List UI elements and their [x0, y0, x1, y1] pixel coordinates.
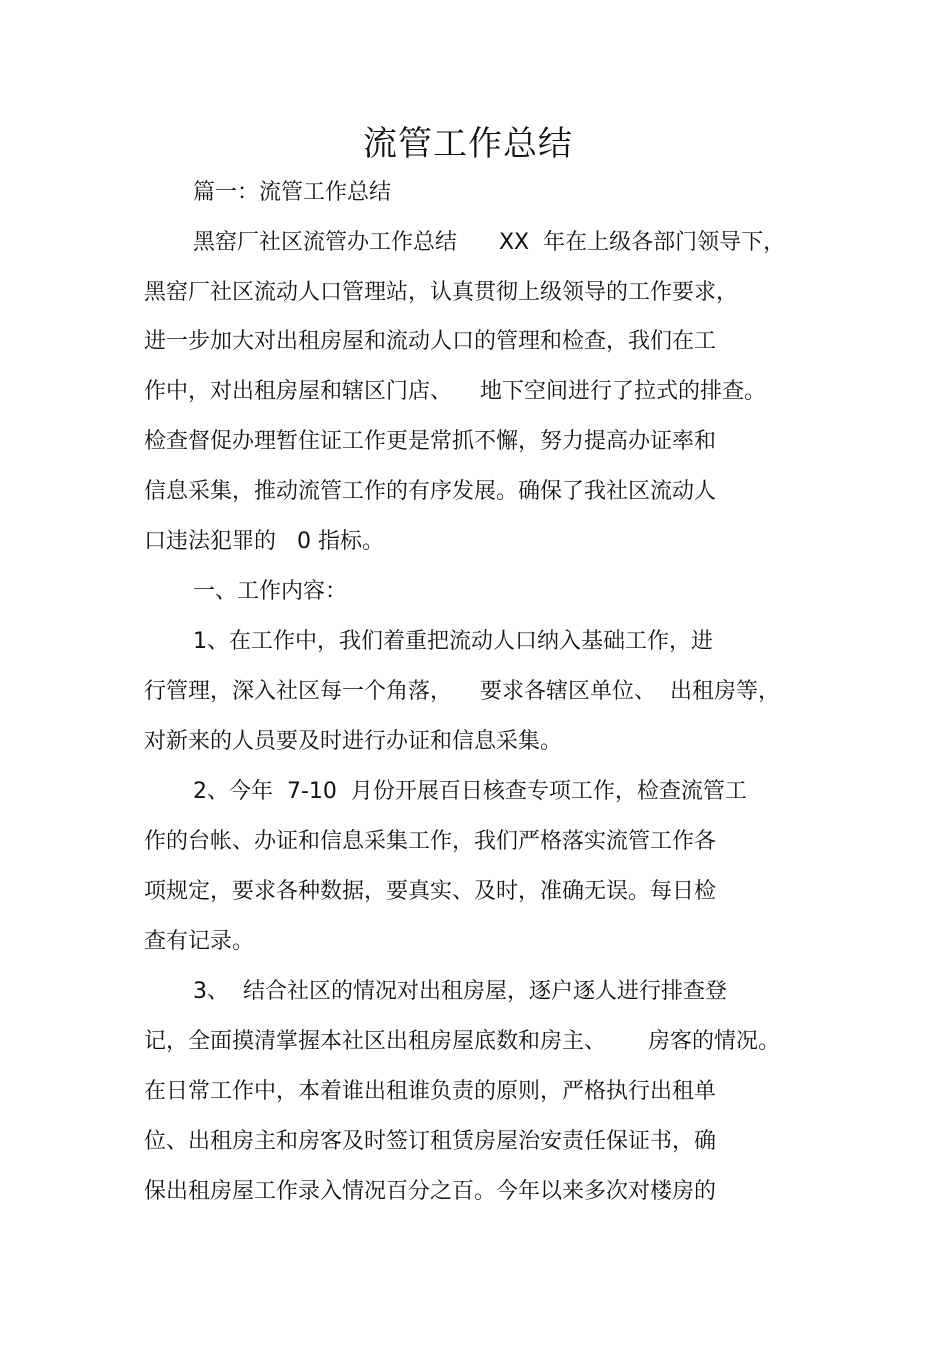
paragraph-line: 查有记录。	[144, 929, 255, 954]
paragraph-line: 行管理，深入社区每一个角落， 要求各辖区单位、 出租房等，	[144, 679, 780, 704]
paragraph-line: 对新来的人员要及时进行办证和信息采集。	[144, 729, 563, 754]
paragraph-line: 作的台帐、办证和信息采集工作，我们严格落实流管工作各	[144, 829, 717, 854]
paragraph-line: 在日常工作中，本着谁出租谁负责的原则，严格执行出租单	[144, 1079, 717, 1104]
paragraph-line: 口违法犯罪的 0 指标。	[144, 529, 384, 554]
section-heading: 篇一：流管工作总结	[193, 180, 392, 205]
paragraph-line: 记，全面摸清掌握本社区出租房屋底数和房主、 房客的情况。	[144, 1029, 780, 1054]
paragraph-line: 黑窑厂社区流管办工作总结 XX 年在上级各部门领导下，	[193, 230, 786, 255]
paragraph-line: 项规定，要求各种数据，要真实、及时，准确无误。每日检	[144, 879, 717, 904]
paragraph-line: 位、出租房主和房客及时签订租赁房屋治安责任保证书，确	[144, 1129, 717, 1154]
paragraph-line: 信息采集，推动流管工作的有序发展。确保了我社区流动人	[144, 479, 717, 504]
paragraph-line: 进一步加大对出租房屋和流动人口的管理和检查，我们在工	[144, 329, 717, 354]
paragraph-line: 1、在工作中，我们着重把流动人口纳入基础工作，进	[193, 629, 713, 654]
paragraph-line: 黑窑厂社区流动人口管理站，认真贯彻上级领导的工作要求，	[144, 280, 739, 305]
paragraph-line: 保出租房屋工作录入情况百分之百。今年以来多次对楼房的	[144, 1179, 717, 1204]
paragraph-line: 作中，对出租房屋和辖区门店、 地下空间进行了拉式的排查。	[144, 379, 766, 404]
paragraph-line: 检查督促办理暂住证工作更是常抓不懈，努力提高办证率和	[144, 429, 717, 454]
list-heading: 一、工作内容：	[193, 579, 348, 604]
paragraph-line: 3、 结合社区的情况对出租房屋，逐户逐人进行排查登	[193, 979, 727, 1004]
document-title: 流管工作总结	[363, 124, 573, 164]
paragraph-line: 2、今年 7-10 月份开展百日核查专项工作，检查流管工	[193, 779, 747, 804]
